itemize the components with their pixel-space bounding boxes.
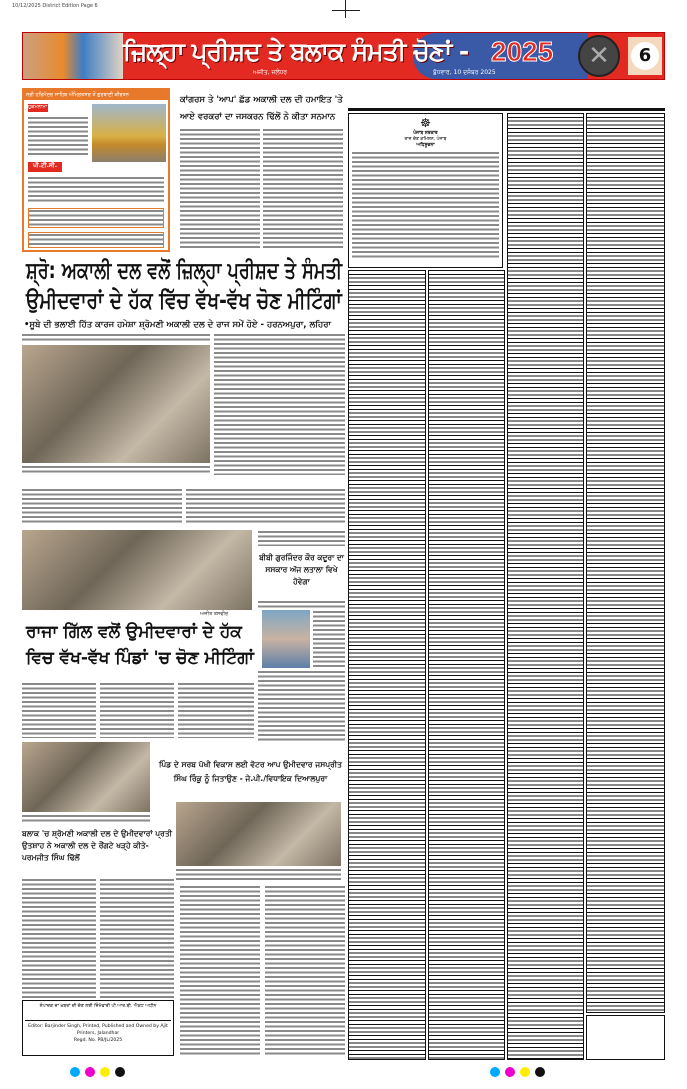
magenta-dot bbox=[505, 1067, 515, 1077]
article-text bbox=[265, 885, 345, 1055]
results-table-col1 bbox=[348, 270, 426, 1060]
main-headline-line2: ਉਮੀਦਵਾਰਾਂ ਦੇ ਹੱਕ ਵਿੱਚ ਵੱਖ-ਵੱਖ ਚੋਣ ਮੀਟਿੰਗਾਂ bbox=[26, 288, 342, 314]
promo-title: ਸ੍ਰੀ ਹਰਿਮੰਦਰ ਸਾਹਿਬ ਅੰਮ੍ਰਿਤਸਰ ਤੋਂ ਗੁਰਬਾਣੀ ਕੀਰਤਨ bbox=[24, 90, 168, 100]
voters-photo bbox=[23, 33, 123, 79]
promo-text bbox=[28, 176, 164, 204]
main-headline-line1: ਸ਼੍ਰੋ: ਅਕਾਲੀ ਦਲ ਵਲੋਂ ਜ਼ਿਲ੍ਹਾ ਪ੍ਰੀਸ਼ਦ ਤੇ ਸੰਮਤੀ bbox=[26, 258, 343, 284]
notice-subtitle: ਰਾਜ ਚੋਣ ਕਮਿਸ਼ਨ, ਪੰਜਾਬ bbox=[404, 137, 447, 142]
article-text bbox=[100, 682, 174, 738]
yellow-dot bbox=[520, 1067, 530, 1077]
candidate-photo bbox=[176, 802, 341, 866]
notice-text bbox=[352, 151, 499, 259]
promo-label: ਹੁਕਮਨਾਮਾ bbox=[28, 104, 48, 110]
portrait-photo bbox=[262, 610, 310, 668]
block-headline: ਬਲਾਕ 'ਚ ਸ਼੍ਰੋਮਣੀ ਅਕਾਲੀ ਦਲ ਦੇ ਉਮੀਦਵਾਰਾਂ ਪ੍ਰਤੀ ਉਤਸ਼ਾਹ ਨੇ ਅਕਾਲੀ ਦਲ ਦੇ ਰੌਂਗਟੇ ਖੜ੍ਹੇ ਕੀਤੇ- ਪਰਮਜੀਤ ਸਿੰਘ ਢਿੱਲੋਂ bbox=[22, 829, 172, 862]
raja-headline-line2: ਵਿਚ ਵੱਖ-ਵੱਖ ਪਿੰਡਾਂ 'ਚ ਚੋਣ ਮੀਟਿੰਗਾਂ bbox=[26, 648, 254, 668]
emblem-icon: ☸ bbox=[420, 116, 431, 130]
black-dot bbox=[115, 1067, 125, 1077]
promo-note bbox=[28, 208, 164, 228]
notice-signature-box bbox=[586, 1015, 665, 1060]
imprint-editor: Editor: Barjinder Singh, Printed, Published and Owned by Ajit Printers, Jalandhar bbox=[25, 1020, 171, 1037]
golden-temple-photo bbox=[92, 104, 166, 162]
cyan-dot bbox=[490, 1067, 500, 1077]
promo-text bbox=[28, 116, 88, 156]
rally-photo bbox=[22, 742, 150, 812]
photo-credit: ਅਜੀਤ ਤਸਵੀਰ bbox=[200, 611, 229, 617]
photo-caption bbox=[176, 868, 341, 882]
print-slug: 10/12/2025 District Edition Page 6 bbox=[12, 3, 98, 9]
promo-note bbox=[28, 232, 164, 248]
page-number: 6 bbox=[631, 42, 659, 70]
meeting-photo-2 bbox=[22, 530, 252, 610]
photo-caption bbox=[22, 465, 210, 475]
imprint-box bbox=[22, 1000, 174, 1056]
yellow-dot bbox=[100, 1067, 110, 1077]
notice-heading: ਅਧਿਸੂਚਨਾ bbox=[416, 143, 435, 148]
article-text bbox=[100, 878, 174, 998]
divider bbox=[348, 108, 665, 111]
raja-headline-line1: ਰਾਜਾ ਗਿੱਲ ਵਲੋਂ ਉਮੀਦਵਾਰਾਂ ਦੇ ਹੱਕ bbox=[26, 622, 242, 642]
results-table-col2 bbox=[428, 270, 505, 1060]
banner-title: ਜ਼ਿਲ੍ਹਾ ਪ੍ਰੀਸ਼ਦ ਤੇ ਬਲਾਕ ਸੰਮਤੀ ਚੋਣਾਂ - bbox=[123, 37, 469, 66]
promo-label-ptc: ਪੀ.ਟੀ.ਸੀ. bbox=[28, 162, 62, 172]
article-text bbox=[180, 128, 260, 250]
article-text bbox=[258, 600, 345, 608]
article-text bbox=[22, 878, 96, 998]
banner-date: ਬੁੱਧਵਾਰ, 10 ਦਸੰਬਰ 2025 bbox=[433, 69, 496, 76]
banner-year: 2025 bbox=[491, 36, 554, 67]
page-number-box bbox=[628, 37, 662, 75]
article-text bbox=[258, 530, 345, 546]
results-table-col3 bbox=[507, 113, 584, 1060]
headline-congress-aap: ਕਾਂਗਰਸ ਤੇ 'ਆਪ' ਛੱਡ ਅਕਾਲੀ ਦਲ ਦੀ ਹਮਾਇਤ 'ਤੇ ਆਏ ਵਰਕਰਾਂ ਦਾ ਜਸਕਰਨ ਢਿੱਲੋਂ ਨੇ ਕੀਤਾ ਸਨਮਾਨ bbox=[180, 95, 343, 122]
article-text bbox=[186, 488, 345, 524]
section-banner bbox=[22, 32, 665, 80]
article-text bbox=[22, 682, 96, 738]
crop-mark bbox=[332, 10, 360, 11]
notice-title: ਪੰਜਾਬ ਸਰਕਾਰ bbox=[413, 131, 438, 136]
article-text bbox=[214, 333, 345, 475]
main-deck: •ਸੂਬੇ ਦੀ ਭਲਾਈ ਹਿੱਤ ਕਾਰਜ ਹਮੇਸ਼ਾ ਸ਼੍ਰੋਮਣੀ ਅਕਾਲੀ ਦਲ ਦੇ ਰਾਜ ਸਮੇਂ ਹੋਏ - ਹਰਨਅਪੁਰਾ, ਲਹਿਰਾ bbox=[24, 320, 331, 330]
article-text bbox=[22, 333, 210, 343]
imprint-disclaimer: ਸੰਪਾਦਕ ਦਾ ਖ਼ਬਰਾਂ ਦੀ ਚੋਣ ਲਈ ਜ਼ਿੰਮੇਵਾਰੀ ਪੀ.ਆਰ.ਬੀ. ਐਕਟ ਅਧੀਨ bbox=[39, 1004, 157, 1009]
color-registration-bar bbox=[70, 1062, 125, 1081]
promo-box bbox=[22, 88, 170, 252]
article-text bbox=[313, 610, 345, 668]
black-dot bbox=[535, 1067, 545, 1077]
ballot-stamp-icon: ✕ bbox=[578, 35, 620, 77]
article-text bbox=[263, 128, 343, 250]
banner-city: ਅਜੀਤ, ਜਲੰਧਰ bbox=[253, 69, 288, 76]
election-notice bbox=[348, 113, 503, 268]
article-text bbox=[258, 670, 345, 742]
cyan-dot bbox=[70, 1067, 80, 1077]
bibi-headline: ਬੀਬੀ ਗੁਰਜਿੰਦਰ ਕੌਰ ਕਦੂਰਾ ਦਾ ਸਸਕਾਰ ਅੱਜ ਲਤਾਲਾ ਵਿਖੇ ਹੋਵੇਗਾ bbox=[259, 553, 344, 586]
crop-mark bbox=[345, 0, 346, 18]
magenta-dot bbox=[85, 1067, 95, 1077]
meeting-photo bbox=[22, 345, 210, 463]
article-text bbox=[22, 488, 182, 524]
photo-caption bbox=[22, 814, 150, 824]
pind-headline: ਪਿੰਡ ਦੇ ਸਰਬ ਪੱਖੀ ਵਿਕਾਸ ਲਈ ਵੋਟਰ ਆਪ ਉਮੀਦਵਾਰ ਜਸਪ੍ਰੀਤ ਸਿੰਘ ਰਿੰਕੂ ਨੂੰ ਜਿਤਾਉਣ - ਜੇ.ਪੀ./ਵਿਧਾਇਕ ਦਿਆਲਪੁਰਾ bbox=[158, 760, 343, 783]
imprint-regd: Regd. No. PB/JL/2025 bbox=[73, 1038, 123, 1043]
article-text bbox=[178, 682, 254, 738]
color-registration-bar bbox=[490, 1062, 545, 1081]
results-table-col4 bbox=[586, 113, 665, 1013]
article-text bbox=[180, 885, 260, 1055]
